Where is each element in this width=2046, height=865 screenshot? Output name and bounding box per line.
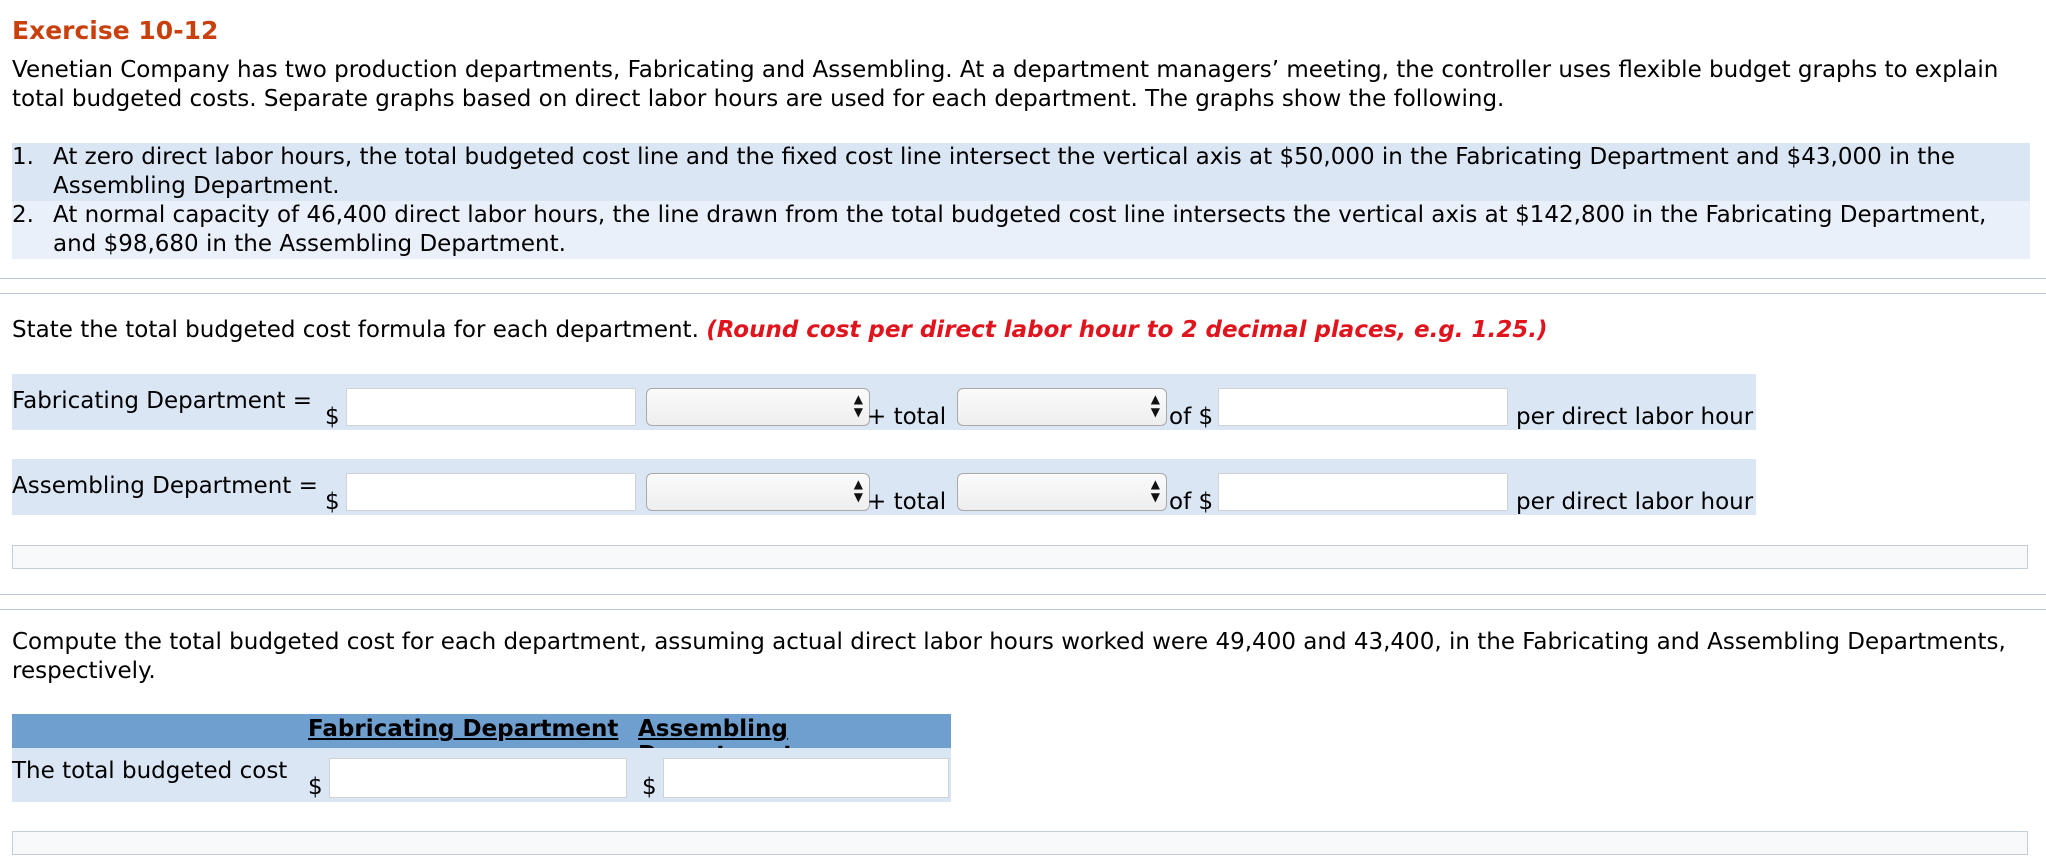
per-hour-text: per direct labor hour xyxy=(1516,489,1754,515)
part1-instruction xyxy=(12,317,1548,343)
dollar-sign: $ xyxy=(325,404,340,430)
exercise-title: Exercise 10-12 xyxy=(12,16,219,45)
section-divider xyxy=(0,594,2046,610)
fixed-cost-input[interactable] xyxy=(346,388,636,426)
row-label: Assembling Department = xyxy=(12,473,318,499)
select-arrows-icon: ▲ ▼ xyxy=(853,392,863,419)
fabricating-total-input[interactable] xyxy=(329,758,627,798)
cost-category-select[interactable] xyxy=(957,388,1167,426)
intro-paragraph: Venetian Company has two production departments, Fabricating and Assembling. At a department managers’ meeting, the controller uses flexible budget graphs to explain total budgeted costs. Separate graphs based on direct labor hours are used for each department. The graphs show the following. xyxy=(12,57,1999,112)
part2-instruction: Compute the total budgeted cost for each department, assuming actual direct labor hours worked were 49,400 and 43,400, in the Fabricating and Assembling Departments, respectively. xyxy=(12,629,2006,684)
row-label: The total budgeted cost xyxy=(12,758,288,784)
of-dollar-text: of $ xyxy=(1169,489,1214,515)
table-row xyxy=(12,748,951,802)
dollar-sign: $ xyxy=(325,489,340,515)
given-facts-list xyxy=(12,143,2030,259)
fixed-cost-input[interactable] xyxy=(346,473,636,511)
row-label: Fabricating Department = xyxy=(12,388,313,414)
cost-category-select[interactable] xyxy=(957,473,1167,511)
rate-input[interactable] xyxy=(1218,473,1508,511)
dollar-sign: $ xyxy=(642,774,657,800)
table-header xyxy=(12,714,951,748)
column-header-assembling: Assembling xyxy=(638,716,788,742)
assembling-total-input[interactable] xyxy=(663,758,949,798)
list-item-text: At zero direct labor hours, the total budgeted cost line and the fixed cost line intersect the vertical axis at $50,000 in the Fabricating Department and $43,000 in the Assembling Department. xyxy=(53,144,1956,199)
select-arrows-icon: ▲ ▼ xyxy=(853,477,863,504)
section-divider xyxy=(0,278,2046,294)
list-item-number: 2. xyxy=(12,202,34,228)
formula-row-fabricating xyxy=(12,374,1756,430)
list-item xyxy=(12,201,2030,259)
plus-total-text: + total xyxy=(867,404,947,430)
plus-total-text: + total xyxy=(867,489,947,515)
feedback-box xyxy=(12,545,2028,569)
list-item xyxy=(12,143,2030,201)
list-item-text: At normal capacity of 46,400 direct labor hours, the line drawn from the total budgeted cost line intersects the vertical axis at $142,800 in the Fabricating Department, and $98,680 in the Assembling Department. xyxy=(53,202,1987,257)
formula-row-assembling xyxy=(12,459,1756,515)
cost-type-select[interactable] xyxy=(646,473,870,511)
column-header-fabricating: Fabricating Department xyxy=(308,716,619,742)
of-dollar-text: of $ xyxy=(1169,404,1214,430)
list-item-number: 1. xyxy=(12,144,34,170)
rate-input[interactable] xyxy=(1218,388,1508,426)
rounding-hint: (Round cost per direct labor hour to 2 decimal places, e.g. 1.25.) xyxy=(706,317,1548,343)
dollar-sign: $ xyxy=(308,774,323,800)
part1-instruction-text: State the total budgeted cost formula for each department. xyxy=(12,317,699,343)
cost-type-select[interactable] xyxy=(646,388,870,426)
feedback-box xyxy=(12,831,2028,855)
per-hour-text: per direct labor hour xyxy=(1516,404,1754,430)
select-arrows-icon: ▲ ▼ xyxy=(1150,392,1160,419)
select-arrows-icon: ▲ ▼ xyxy=(1150,477,1160,504)
